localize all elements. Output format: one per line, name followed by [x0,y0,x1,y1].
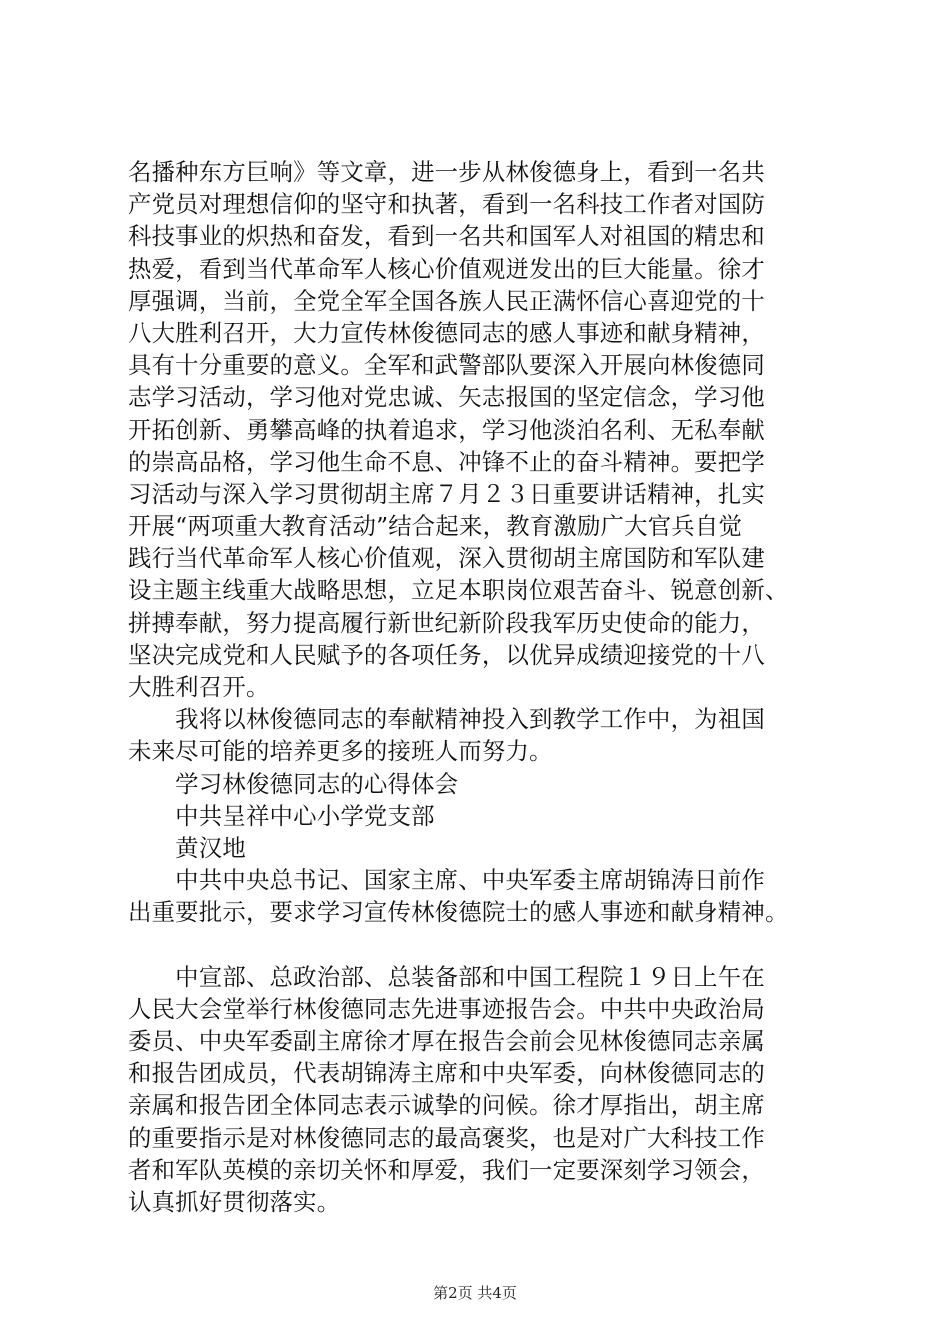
text-line: 的重要指示是对林俊德同志的最高褒奖，也是对广大科技工作 [128,1123,765,1152]
body-text [128,156,843,1218]
text-line: 践行当代革命军人核心价值观，深入贯彻胡主席国防和军队建 [128,544,765,573]
text-line: 设主题主线重大战略思想，立足本职岗位艰苦奋斗、锐意创新、 [128,576,789,605]
text-line: 开拓创新、勇攀高峰的执着追求，学习他淡泊名利、无私奉献 [128,415,765,444]
text-line: 出重要批示，要求学习宣传林俊德院士的感人事迹和献身精神。 [128,898,789,927]
text-line: 亲属和报告团全体同志表示诚挚的问候。徐才厚指出，胡主席 [128,1091,765,1120]
text-line: 习活动与深入学习贯彻胡主席７月２３日重要讲话精神，扎实 [128,479,765,508]
text-line: 人民大会堂举行林俊德同志先进事迹报告会。中共中央政治局 [128,994,765,1023]
blank-line [128,929,843,961]
text-line: 开展“两项重大教育活动”结合起来，教育激励广大官兵自觉 [128,512,743,541]
text-line: 厚强调，当前，全党全军全国各族人民正满怀信心喜迎党的十 [128,286,765,315]
text-line: 者和军队英模的亲切关怀和厚爱，我们一定要深刻学习领会， [128,1155,765,1184]
text-line: 的崇高品格，学习他生命不息、冲锋不止的奋斗精神。要把学 [128,447,765,476]
text-line: 认真抓好贯彻落实。 [128,1188,341,1216]
text-line: 我将以林俊德同志的奉献精神投入到教学工作中，为祖国 [128,705,765,734]
text-line: 中宣部、总政治部、总装备部和中国工程院１９日上午在 [128,962,765,991]
text-line: 拼搏奉献，努力提高履行新世纪新阶段我军历史使命的能力， [128,608,765,637]
text-line: 学习林俊德同志的心得体会 [128,769,459,798]
text-line: 志学习活动，学习他对党忠诚、矢志报国的坚定信念，学习他 [128,383,765,412]
text-line: 产党员对理想信仰的坚守和执著，看到一名科技工作者对国防 [128,190,765,219]
text-line: 八大胜利召开，大力宣传林俊德同志的感人事迹和献身精神， [128,318,765,347]
text-line: 大胜利召开。 [128,673,270,701]
text-line: 黄汉地 [128,833,246,862]
text-line: 热爱，看到当代革命军人核心价值观迸发出的巨大能量。徐才 [128,254,765,283]
text-line: 中共中央总书记、国家主席、中央军委主席胡锦涛日前作 [128,866,765,895]
text-line: 具有十分重要的意义。全军和武警部队要深入开展向林俊德同 [128,351,765,380]
text-line: 科技事业的炽热和奋发，看到一名共和国军人对祖国的精忠和 [128,222,765,251]
text-line: 中共呈祥中心小学党支部 [128,801,435,830]
text-line: 和报告团成员，代表胡锦涛主席和中央军委，向林俊德同志的 [128,1059,765,1088]
text-line: 未来尽可能的培养更多的接班人而努力。 [128,737,553,766]
text-line: 坚决完成党和人民赋予的各项任务，以优异成绩迎接党的十八 [128,640,765,669]
text-line: 名播种东方巨响》等文章，进一步从林俊德身上，看到一名共 [128,158,765,186]
text-line: 委员、中央军委副主席徐才厚在报告会前会见林俊德同志亲属 [128,1027,765,1056]
page-number-footer: 第2页 共4页 [433,1284,517,1302]
